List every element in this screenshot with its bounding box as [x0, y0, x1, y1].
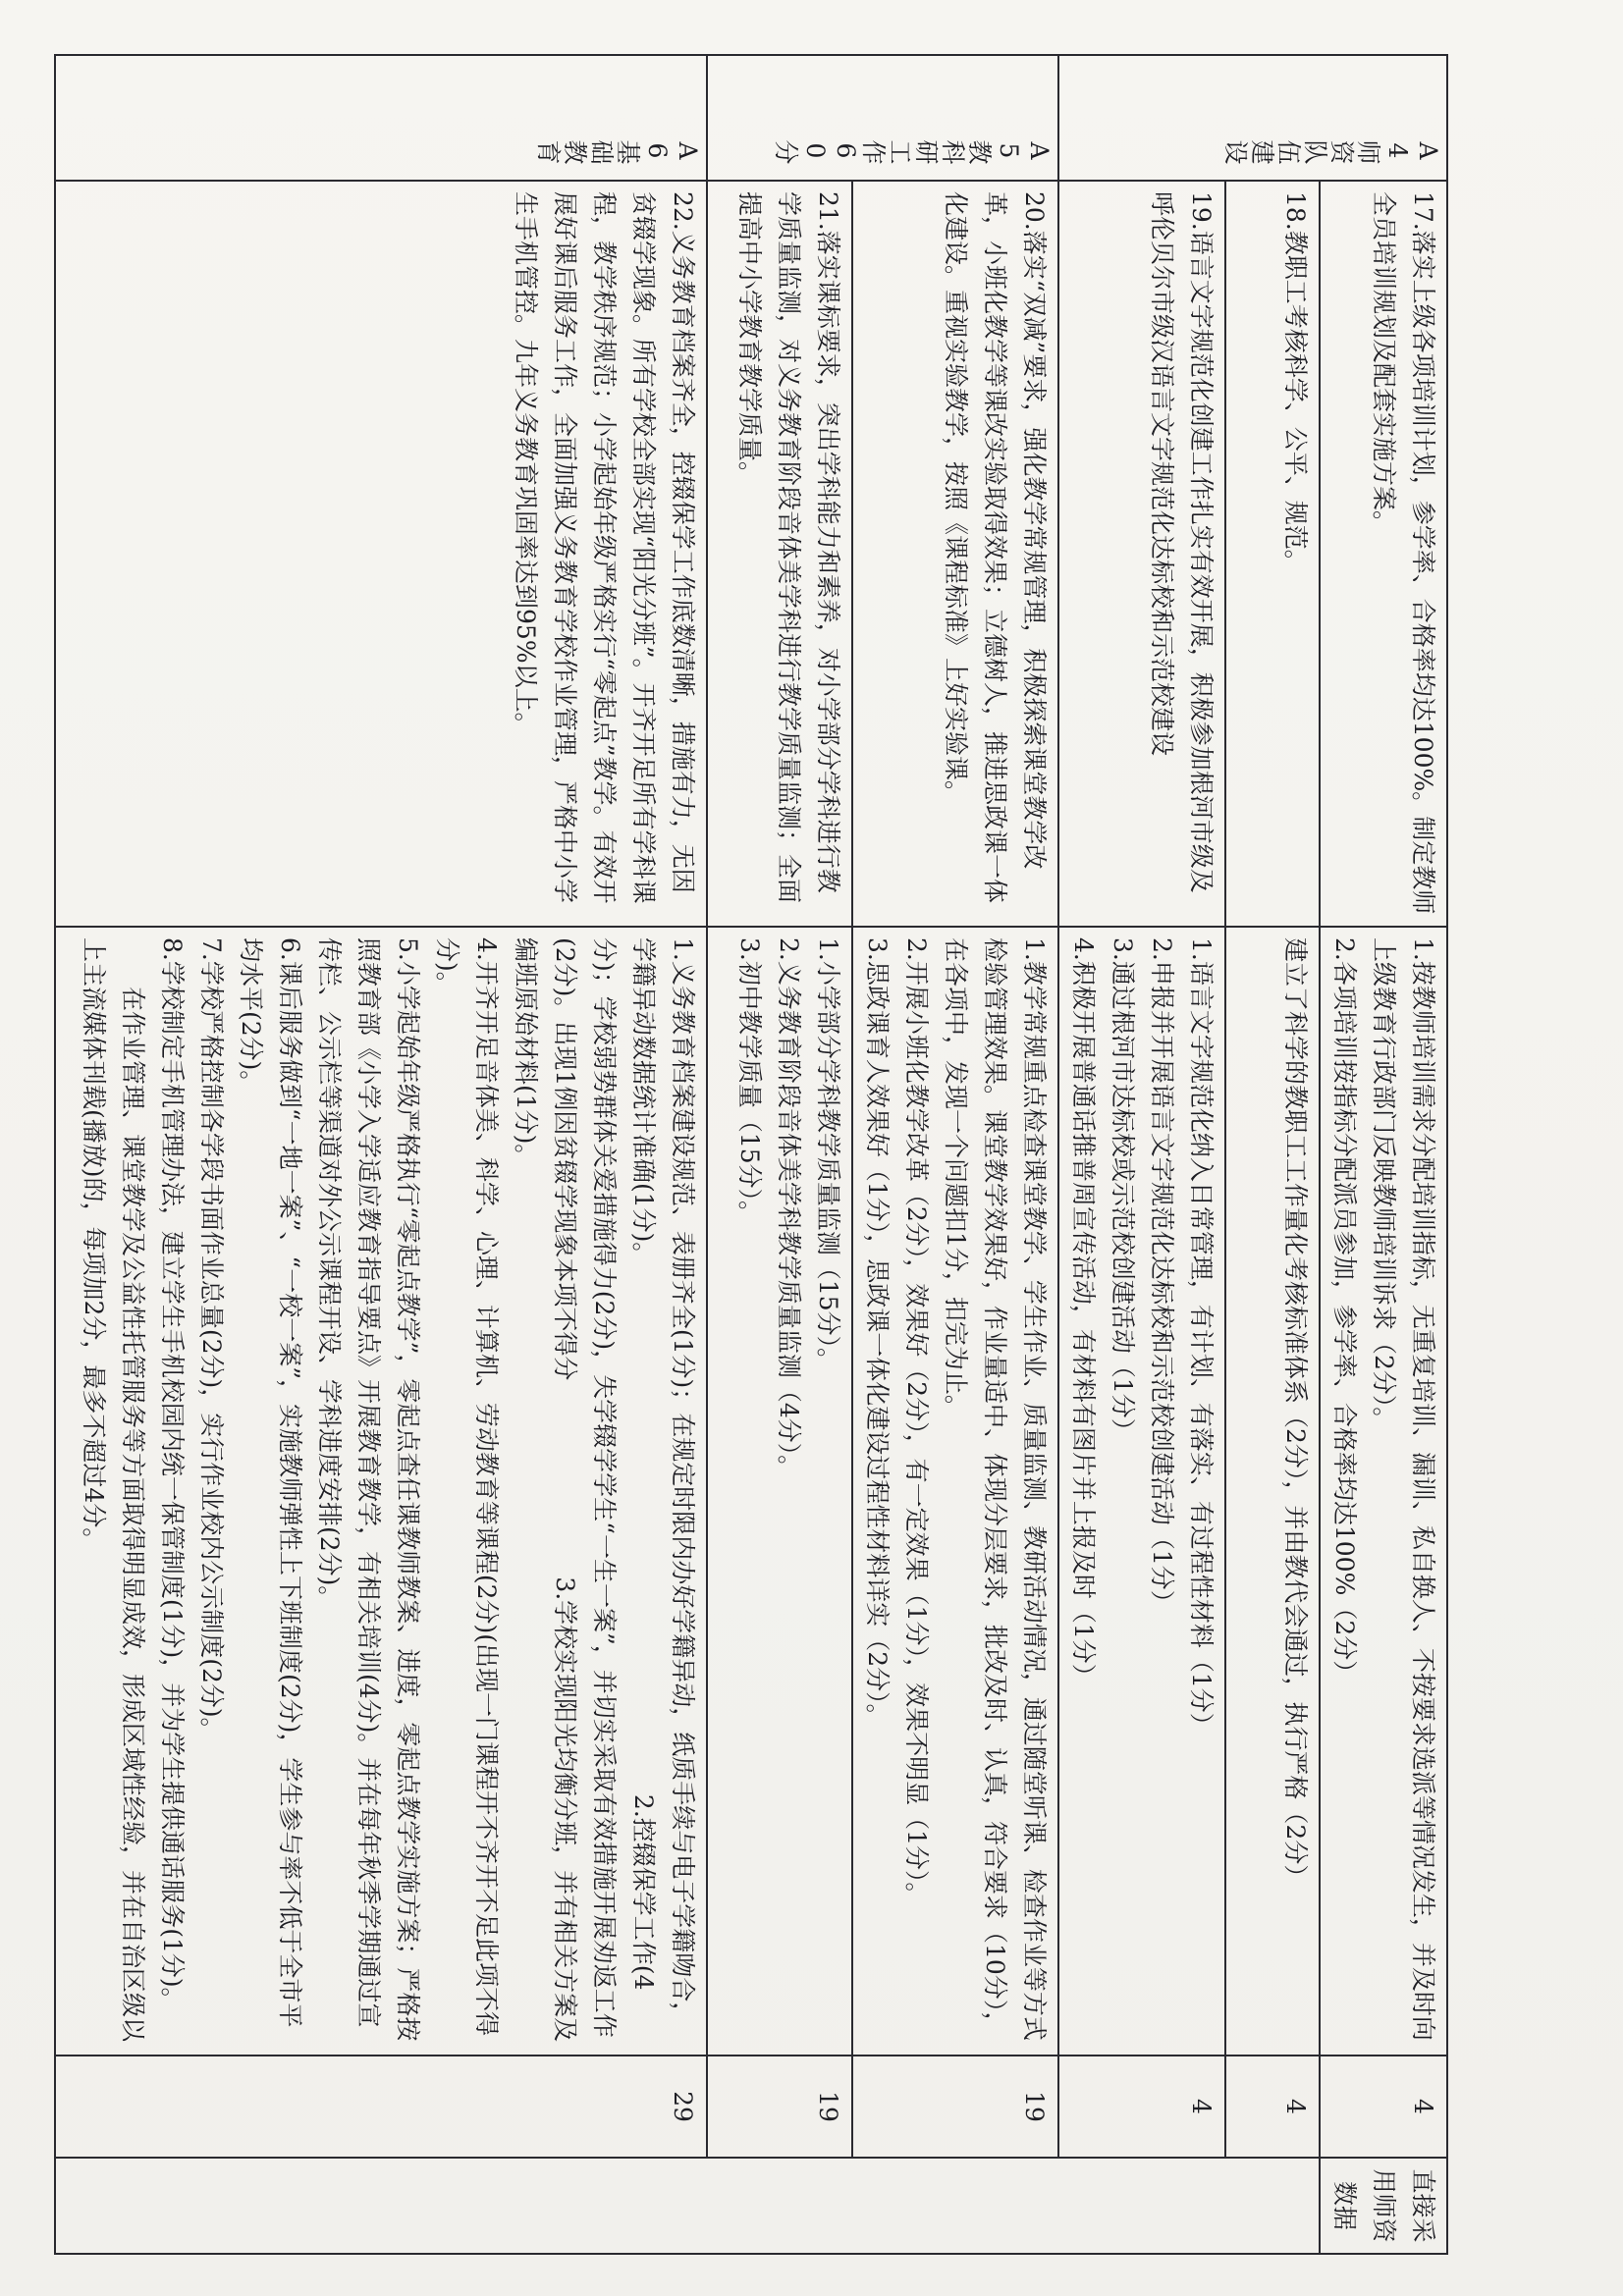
- score-cell: 29: [55, 2056, 707, 2158]
- criteria-item: 7.学校严格控制各学段书面作业总量(2分)，实行作业校内公示制度(2分)。: [197, 937, 226, 1742]
- content-cell: 18.教职工考核科学、公平、规范。: [1225, 181, 1320, 927]
- score-cell: 4: [1058, 2056, 1225, 2158]
- score-cell: 19: [707, 2056, 852, 2158]
- category-cell: A5教科研工作60分: [707, 55, 1058, 181]
- score-cell: 19: [852, 2056, 1058, 2158]
- criteria-item: 4.开齐开足音体美、科学、心理、计算机、劳动教育等课程(2分)(出现一门课程开不齐开不足此项不得分)。: [433, 937, 501, 2037]
- criteria-item: 2.各项培训按指标分配派员参加，参学率、合格率均达100%（2分）: [1330, 937, 1359, 1685]
- criteria-item: 4.积极开展普通话推普周宣传活动，有材料有图片并上报及时（1分）: [1069, 937, 1098, 1688]
- criteria-item: 2.申报并开展语言文字规范化达标校和示范校创建活动（1分）: [1148, 937, 1176, 1615]
- evaluation-table: [54, 54, 1448, 2255]
- content-cell: 19.语言文字规范化创建工作扎实有效开展，积极参加根河市级及呼伦贝尔市级汉语言文字规范化达标校和示范校建设: [1058, 181, 1225, 927]
- content-cell: 22.义务教育档案齐全，控辍保学工作底数清晰，措施有力，无因贫辍学现象。所有学校全部实现“阳光分班”。开齐开足所有学科课程，教学秩序规范；小学起始年级严格实行“零起点”教学。有效开展好课后服务工作，全面加强义务教育学校作业管理，严格中小学生手机管控。九年义务教育巩固率达到95%以上。: [55, 181, 707, 927]
- table-row: [852, 55, 1058, 2254]
- criteria-cell: [1320, 927, 1447, 2056]
- note-cell: [55, 2158, 1320, 2254]
- table-row: [707, 55, 852, 2254]
- criteria-item: 建立了科学的教职工工作量化考核标准体系（2分），并由教代会通过，执行严格（2分）: [1281, 937, 1310, 1890]
- criteria-item: 1.语言文字规范化纳入日常管理，有计划、有落实、有过程性材料（1分）: [1187, 937, 1216, 1737]
- content-cell: 21.落实课标要求，突出学科能力和素养，对小学部分学科进行教学质量监测，对义务教育阶段音体美学科进行教学质量监测；全面提高中小学教育教学质量。: [707, 181, 852, 927]
- criteria-item: 1.义务教育档案建设规范、表册齐全(1分)；在规定时限内办好学籍异动，纸质手续与电子学籍吻合，学籍异动数据统计准确(1分)。 2.控辍保学工作(4分)；学校弱势群体关爱措施得力(2分)，失学辍学学生“一生一案”，并切实采取有效措施开展劝返工作(2分)。出现1例因贫辍学现象本项不得分 3.学校实现阳光均衡分班，并有相关方案及编班原始材料(1分)。: [512, 937, 697, 2043]
- criteria-item: 3.通过根河市达标校或示范校创建活动（1分）: [1109, 937, 1137, 1443]
- rotated-document: [54, 54, 1448, 2253]
- criteria-item: 2.开展小班化教学改革（2分），效果好（2分），有一定效果（1分），效果不明显（1分）。: [902, 937, 931, 1907]
- criteria-item: 3.思政课育人效果好（1分），思政课一体化建设过程性材料详实（2分）。: [863, 937, 892, 1729]
- criteria-item: 8.学校制定手机管理办法，建立学生手机校园内统一保管制度(1分)，并为学生提供通话服务(1分)。: [158, 937, 187, 2012]
- note-cell: 直接采用师资数据: [1320, 2158, 1447, 2254]
- table-row: [1225, 55, 1320, 2254]
- score-cell: 4: [1225, 2056, 1320, 2158]
- score-cell: 4: [1320, 2056, 1447, 2158]
- criteria-item: 1.教学常规重点检查课堂教学、学生作业、质量监测、教研活动情况，通过随堂听课、检查作业等方式检验管理效果。课堂教学效果好，作业量适中、体现分层要求，批改及时、认真，符合要求（10分），在各项中，发现一个问题扣1分，扣完为止。: [942, 937, 1049, 2041]
- table-row: [1320, 55, 1447, 2254]
- category-cell: A4师资队伍建设: [1058, 55, 1447, 181]
- content-cell: 20.落实“双减”要求，强化教学常规管理，积极探索课堂教学改革，小班化教学等课改实验取得效果；立德树人，推进思政课一体化建设。重视实验教学，按照《课程标准》上好实验课。: [852, 181, 1058, 927]
- table-row: [55, 55, 707, 2254]
- criteria-item: 1.按教师培训需求分配培训指标，无重复培训、漏训、私自换人、不按要求选派等情况发生，并及时向上级教育行政部门反映教师培训诉求（2分）。: [1370, 937, 1437, 2041]
- criteria-item: 2.义务教育阶段音体美学科教学质量监测（4分）。: [775, 937, 803, 1480]
- content-cell: 17.落实上级各项培训计划，参学率、合格率均达100%。制定教师全员培训规划及配套实施方案。: [1320, 181, 1447, 927]
- criteria-item: 在作业管理、课堂教学及公益性托管服务等方面取得明显成效，形成区域性经验，并在自治区级以上主流媒体刊载(播放)的，每项加2分，最多不超过4分。: [80, 937, 147, 2043]
- criteria-cell: [1058, 927, 1225, 2056]
- table-row: [1058, 55, 1225, 2254]
- criteria-cell: [55, 927, 707, 2056]
- criteria-item: 6.课后服务做到“一地一案”、“一校一案”，实施教师弹性上下班制度(2分)，学生参与率不低于全市平均水平(2分)。: [237, 937, 304, 2028]
- criteria-item: 3.初中教学质量（15分）。: [735, 937, 764, 1226]
- criteria-item: 5.小学起始年级严格执行“零起点教学”，零起点查任课教师教案、进度，零起点教学实施方案；严格按照教育部《小学入学适应教育指导要点》开展教育教学，有相关培训(4分)。并在每年秋季学期通过宣传栏、公示栏等渠道对外公示课程开设、学科进度安排(2分)。: [315, 937, 422, 2042]
- criteria-cell: [1225, 927, 1320, 2056]
- criteria-cell: [852, 927, 1058, 2056]
- criteria-cell: [707, 927, 852, 2056]
- criteria-item: 1.小学部分学科教学质量监测（15分）。: [814, 937, 842, 1373]
- category-cell: A6基础教育: [55, 55, 707, 181]
